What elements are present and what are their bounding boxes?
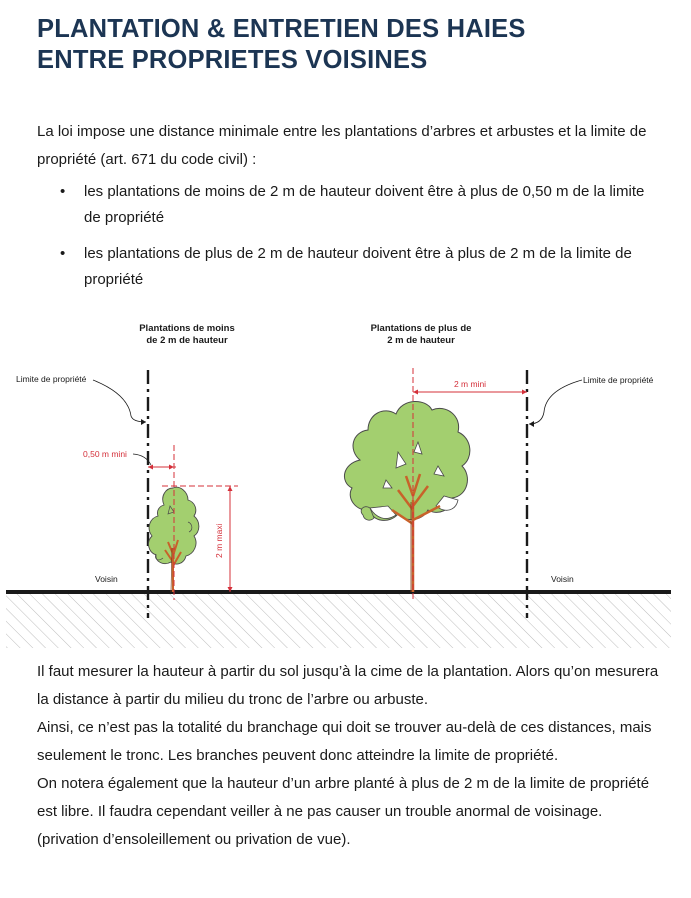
ground-hatch xyxy=(6,593,671,648)
planting-distance-diagram xyxy=(0,310,691,655)
right-heading-line-1: Plantations de plus de xyxy=(370,323,472,334)
left-limit-arrow xyxy=(141,419,146,425)
right-limit-leader xyxy=(529,380,582,424)
distance-small-label: 0,50 m mini xyxy=(83,449,127,459)
distance-large-label: 2 m mini xyxy=(453,379,487,389)
large-tree xyxy=(344,401,469,592)
left-limit-label: Limite de propriété xyxy=(16,374,87,384)
left-heading-line-2: de 2 m de hauteur xyxy=(146,335,228,346)
paragraph: Il faut mesurer la hauteur à partir du sol jusqu’à la cime de la plantation. Alors qu’on mesurera la distance à partir du milieu du tronc de l’arbre ou arbuste. xyxy=(37,663,659,708)
bullet-icon: • xyxy=(60,183,66,200)
paragraph: Ainsi, ce n’est pas la totalité du branchage qui doit se trouver au-delà de ces distances, mais seulement le tronc. Les branches peuvent donc atteindre la limite de propriété. xyxy=(37,719,652,764)
right-limit-arrow xyxy=(529,421,534,427)
neighbor-left-label: Voisin xyxy=(95,574,118,584)
intro-paragraph: La loi impose une distance minimale entre les plantations d’arbres et arbustes et la limite de propriété (art. 671 du code civil) : xyxy=(37,123,647,168)
title-line-1: PLANTATION & ENTRETIEN DES HAIES xyxy=(37,15,526,43)
left-limit-leader xyxy=(93,380,146,422)
height-max-label: 2 m maxi xyxy=(214,523,224,558)
list-item xyxy=(37,179,657,231)
title-line-2: ENTRE PROPRIETES VOISINES xyxy=(37,46,428,74)
list-item-text: les plantations de moins de 2 m de hauteur doivent être à plus de 0,50 m de la limite de propriété xyxy=(84,183,645,226)
right-heading-line-2: 2 m de hauteur xyxy=(387,335,455,346)
list-item-text: les plantations de plus de 2 m de hauteur doivent être à plus de 2 m de la limite de propriété xyxy=(84,245,632,288)
neighbor-right-label: Voisin xyxy=(551,574,574,584)
right-limit-label: Limite de propriété xyxy=(583,375,654,385)
page-title xyxy=(37,14,657,76)
left-heading-line-1: Plantations de moins xyxy=(139,323,235,334)
rules-list xyxy=(37,179,657,303)
bullet-icon: • xyxy=(60,245,66,262)
list-item xyxy=(37,241,657,293)
explanation-text xyxy=(37,658,667,854)
paragraph: On notera également que la hauteur d’un arbre planté à plus de 2 m de la limite de propriété est libre. Il faudra cependant veiller à ne pas causer un trouble anormal de voisinage. (privation d’ensoleillement ou privation de vue). xyxy=(37,775,650,848)
